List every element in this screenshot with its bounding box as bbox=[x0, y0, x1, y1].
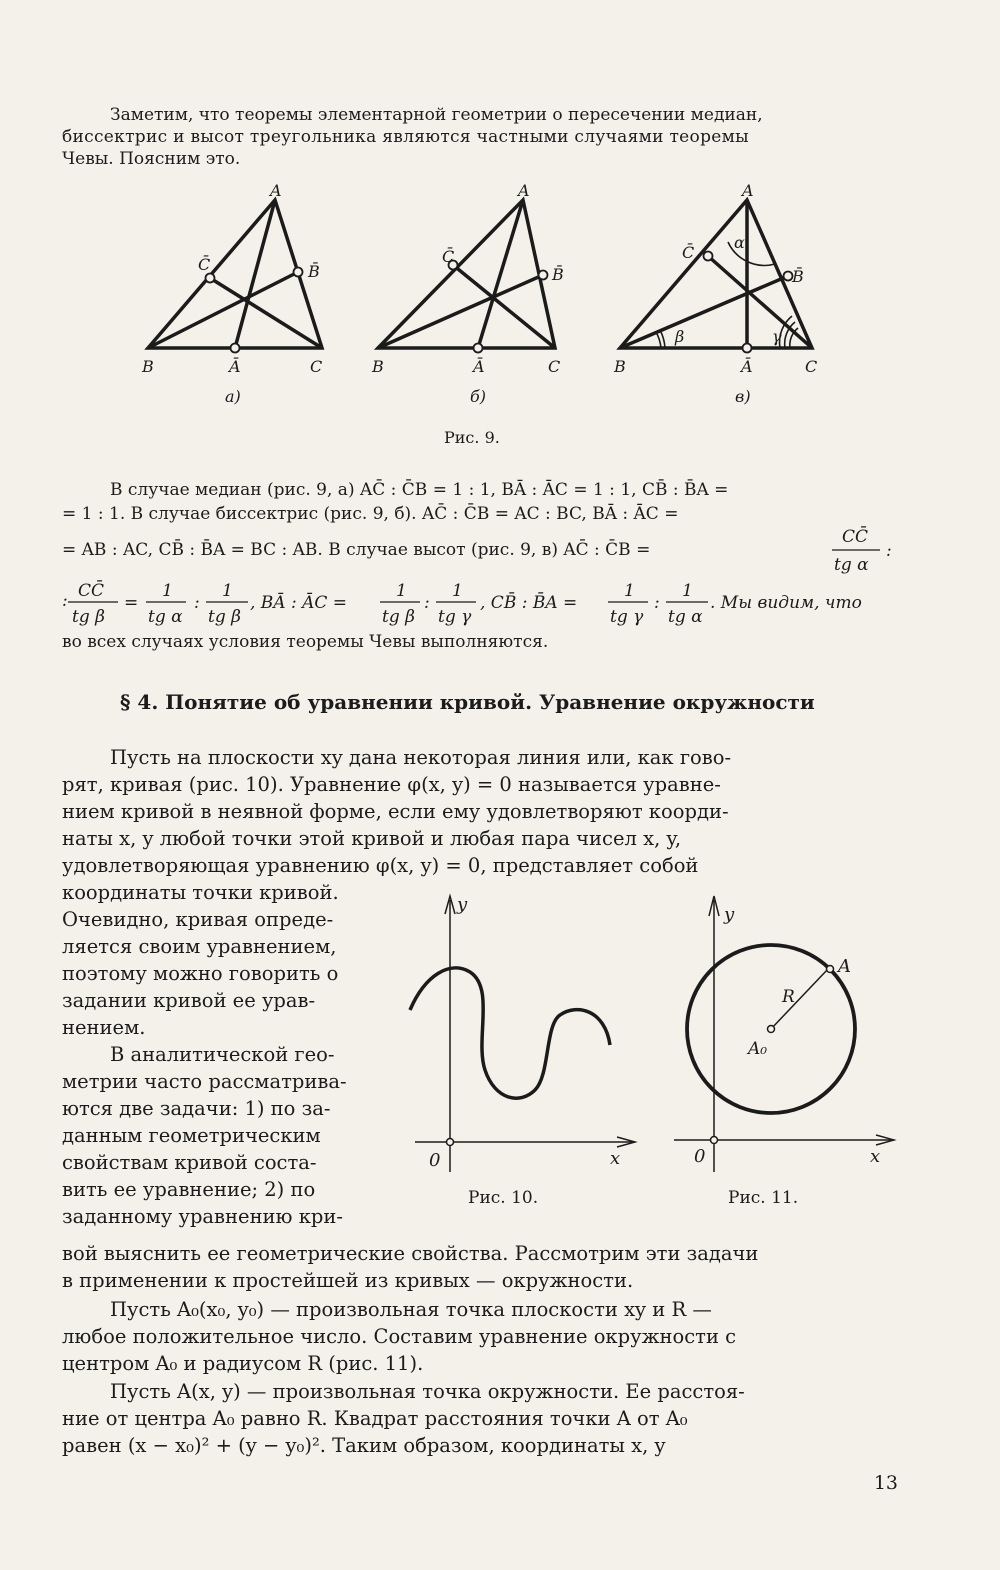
body-paragraph-3 bbox=[62, 1296, 897, 1377]
label-C: C bbox=[310, 357, 323, 376]
wrap-line: ются две задачи: 1) по за- bbox=[62, 1097, 331, 1120]
point-b-bar-a bbox=[294, 268, 303, 277]
point-a-bar-b bbox=[474, 344, 483, 353]
frac-bottom: tg α bbox=[834, 555, 869, 575]
origin-label: 0 bbox=[694, 1146, 706, 1167]
colon-3: : bbox=[654, 593, 660, 613]
point-b-bar-b bbox=[539, 271, 548, 280]
wrap-line: данным геометрическим bbox=[62, 1124, 321, 1147]
f3-top: 1 bbox=[222, 581, 233, 601]
sub-caption-c: в) bbox=[735, 387, 751, 406]
wrap-line: заданному уравнению кри- bbox=[62, 1205, 343, 1228]
origin-point bbox=[447, 1139, 454, 1146]
wrap-line: Очевидно, кривая опреде- bbox=[62, 908, 334, 931]
row-end: . Мы видим, что bbox=[710, 593, 862, 613]
label-A-bar: Ā bbox=[229, 357, 241, 376]
cases-line-3: = AB : AC, CB̄ : B̄A = BC : AB. В случае высот (рис. 9, в) AC̄ : C̄B = bbox=[62, 540, 651, 560]
intro-paragraph bbox=[62, 104, 897, 170]
f4-top: 1 bbox=[396, 581, 407, 601]
label-C-bar: C̄ bbox=[682, 243, 695, 262]
f1-top: CC̄ bbox=[78, 581, 105, 601]
body-line: равен (x − x₀)² + (y − y₀)². Таким образом, координаты x, y bbox=[62, 1434, 666, 1457]
figure-9-caption: Рис. 9. bbox=[444, 428, 500, 447]
mid-2: , CB̄ : B̄A = bbox=[480, 593, 578, 613]
wrap-line: координаты точки кривой. bbox=[62, 881, 339, 904]
body-paragraph-2 bbox=[62, 1240, 897, 1294]
x-label: x bbox=[610, 1148, 621, 1169]
frac-top: CC̄ bbox=[842, 527, 869, 547]
label-A0: A₀ bbox=[748, 1039, 768, 1059]
altitude-b bbox=[620, 276, 788, 348]
row-colon: : bbox=[62, 591, 68, 611]
origin-label: 0 bbox=[429, 1150, 441, 1171]
label-A-bar: Ā bbox=[741, 357, 753, 376]
body-line: нием кривой в неявной форме, если ему удовлетворяют коорди- bbox=[62, 800, 729, 823]
intro-line: Чевы. Поясним это. bbox=[62, 149, 241, 169]
body-paragraph-4 bbox=[62, 1378, 897, 1459]
wrap-line: метрии часто рассматрива- bbox=[62, 1070, 347, 1093]
label-B-bar: B̄ bbox=[792, 267, 804, 286]
body-line: любое положительное число. Составим уравнение окружности с bbox=[62, 1325, 737, 1348]
center-point bbox=[768, 1026, 775, 1033]
wrap-line: нением. bbox=[62, 1016, 146, 1039]
f5-bot: tg γ bbox=[438, 607, 472, 627]
origin-point bbox=[711, 1137, 718, 1144]
section-heading: § 4. Понятие об уравнении кривой. Уравнение окружности bbox=[120, 690, 815, 714]
label-A: A bbox=[518, 181, 530, 200]
body-line: Пусть на плоскости xy дана некоторая линия или, как гово- bbox=[110, 746, 732, 769]
label-A-bar: Ā bbox=[473, 357, 485, 376]
body-line: наты x, y любой точки этой кривой и любая пара чисел x, y, bbox=[62, 827, 682, 850]
label-A: A bbox=[742, 181, 754, 200]
f3-bot: tg β bbox=[208, 607, 241, 627]
label-C: C bbox=[548, 357, 561, 376]
label-A: A bbox=[270, 181, 282, 200]
label-C-bar: C̄ bbox=[198, 255, 211, 274]
sub-caption-b: б) bbox=[470, 387, 487, 406]
body-line: ние от центра A₀ равно R. Квадрат расстояния точки A от A₀ bbox=[62, 1407, 688, 1430]
cases-line: В случае медиан (рис. 9, а) AC̄ : C̄B = 1 : 1, BĀ : ĀC = 1 : 1, CB̄ : B̄A = bbox=[110, 480, 729, 500]
wrap-line: задании кривой ее урав- bbox=[62, 989, 316, 1012]
label-B: B bbox=[372, 357, 384, 376]
f2-top: 1 bbox=[162, 581, 173, 601]
f6-bot: tg γ bbox=[610, 607, 644, 627]
mid-1: , BĀ : ĀC = bbox=[250, 593, 348, 613]
page-number: 13 bbox=[873, 1472, 898, 1494]
intro-line: Заметим, что теоремы элементарной геометрии о пересечении медиан, bbox=[110, 105, 763, 125]
body-line: Пусть A(x, y) — произвольная точка окружности. Ее расстоя- bbox=[110, 1380, 745, 1403]
colon-1: : bbox=[194, 593, 200, 613]
f6-top: 1 bbox=[624, 581, 635, 601]
f5-top: 1 bbox=[452, 581, 463, 601]
label-C-bar: C̄ bbox=[442, 247, 455, 266]
body-line: центром A₀ и радиусом R (рис. 11). bbox=[62, 1352, 424, 1375]
curve bbox=[410, 968, 610, 1098]
beta-arc-2 bbox=[656, 332, 661, 348]
point-A bbox=[827, 966, 834, 973]
bisector-b bbox=[378, 275, 543, 348]
label-B: B bbox=[614, 357, 626, 376]
label-C: C bbox=[805, 357, 818, 376]
label-R: R bbox=[782, 987, 795, 1007]
fraction-row bbox=[62, 578, 897, 634]
wrap-line: ляется своим уравнением, bbox=[62, 935, 337, 958]
point-c-bar-a bbox=[206, 274, 215, 283]
wrapped-text bbox=[62, 879, 400, 1230]
median-b bbox=[148, 272, 298, 348]
colon-2: : bbox=[424, 593, 430, 613]
fraction-cc-tg-alpha bbox=[826, 524, 896, 576]
body-line: в применении к простейшей из кривых — окружности. bbox=[62, 1269, 634, 1292]
y-label: y bbox=[724, 904, 735, 925]
label-B-bar: B̄ bbox=[308, 262, 320, 281]
body-line: вой выяснить ее геометрические свойства. Рассмотрим эти задачи bbox=[62, 1242, 759, 1265]
figure-11-caption: Рис. 11. bbox=[728, 1188, 799, 1208]
point-a-bar-a bbox=[231, 344, 240, 353]
wrap-line: В аналитической гео- bbox=[110, 1043, 335, 1066]
wrap-line: поэтому можно говорить о bbox=[62, 962, 339, 985]
label-B-bar: B̄ bbox=[552, 265, 564, 284]
f2-bot: tg α bbox=[148, 607, 183, 627]
f4-bot: tg β bbox=[382, 607, 415, 627]
label-alpha: α bbox=[734, 233, 745, 252]
figure-11 bbox=[670, 890, 900, 1180]
y-label: y bbox=[457, 894, 468, 915]
cases-line-5: во всех случаях условия теоремы Чевы выполняются. bbox=[62, 632, 549, 652]
f1-bot: tg β bbox=[72, 607, 105, 627]
figure-10-caption: Рис. 10. bbox=[468, 1188, 539, 1208]
label-B: B bbox=[142, 357, 154, 376]
body-line: рят, кривая (рис. 10). Уравнение φ(x, y) = 0 называется уравне- bbox=[62, 773, 721, 796]
point-a-bar-c bbox=[743, 344, 752, 353]
frac-colon: : bbox=[886, 541, 892, 561]
cases-line: = 1 : 1. В случае биссектрис (рис. 9, б). AC̄ : C̄B = AC : BC, BĀ : ĀC = bbox=[62, 504, 679, 524]
sub-caption-a: а) bbox=[225, 387, 241, 406]
wrap-line: вить ее уравнение; 2) по bbox=[62, 1178, 316, 1201]
eq-1: = bbox=[124, 593, 139, 613]
f7-bot: tg α bbox=[668, 607, 703, 627]
figure-9 bbox=[130, 180, 830, 420]
label-gamma: γ bbox=[772, 327, 782, 346]
body-paragraph-1 bbox=[62, 744, 897, 879]
cases-paragraph bbox=[62, 478, 897, 526]
intro-line: биссектрис и высот треугольника являются частными случаями теоремы bbox=[62, 127, 749, 147]
x-label: x bbox=[870, 1146, 881, 1167]
label-beta: β bbox=[675, 327, 685, 346]
figure-10 bbox=[405, 890, 645, 1180]
body-line: удовлетворяющая уравнению φ(x, y) = 0, представляет собой bbox=[62, 854, 699, 877]
label-A: A bbox=[838, 956, 851, 977]
wrap-line: свойствам кривой соста- bbox=[62, 1151, 317, 1174]
radius-line bbox=[770, 969, 828, 1030]
point-c-bar-c bbox=[704, 252, 713, 261]
body-line: Пусть A₀(x₀, y₀) — произвольная точка плоскости xy и R — bbox=[110, 1298, 712, 1321]
f7-top: 1 bbox=[682, 581, 693, 601]
